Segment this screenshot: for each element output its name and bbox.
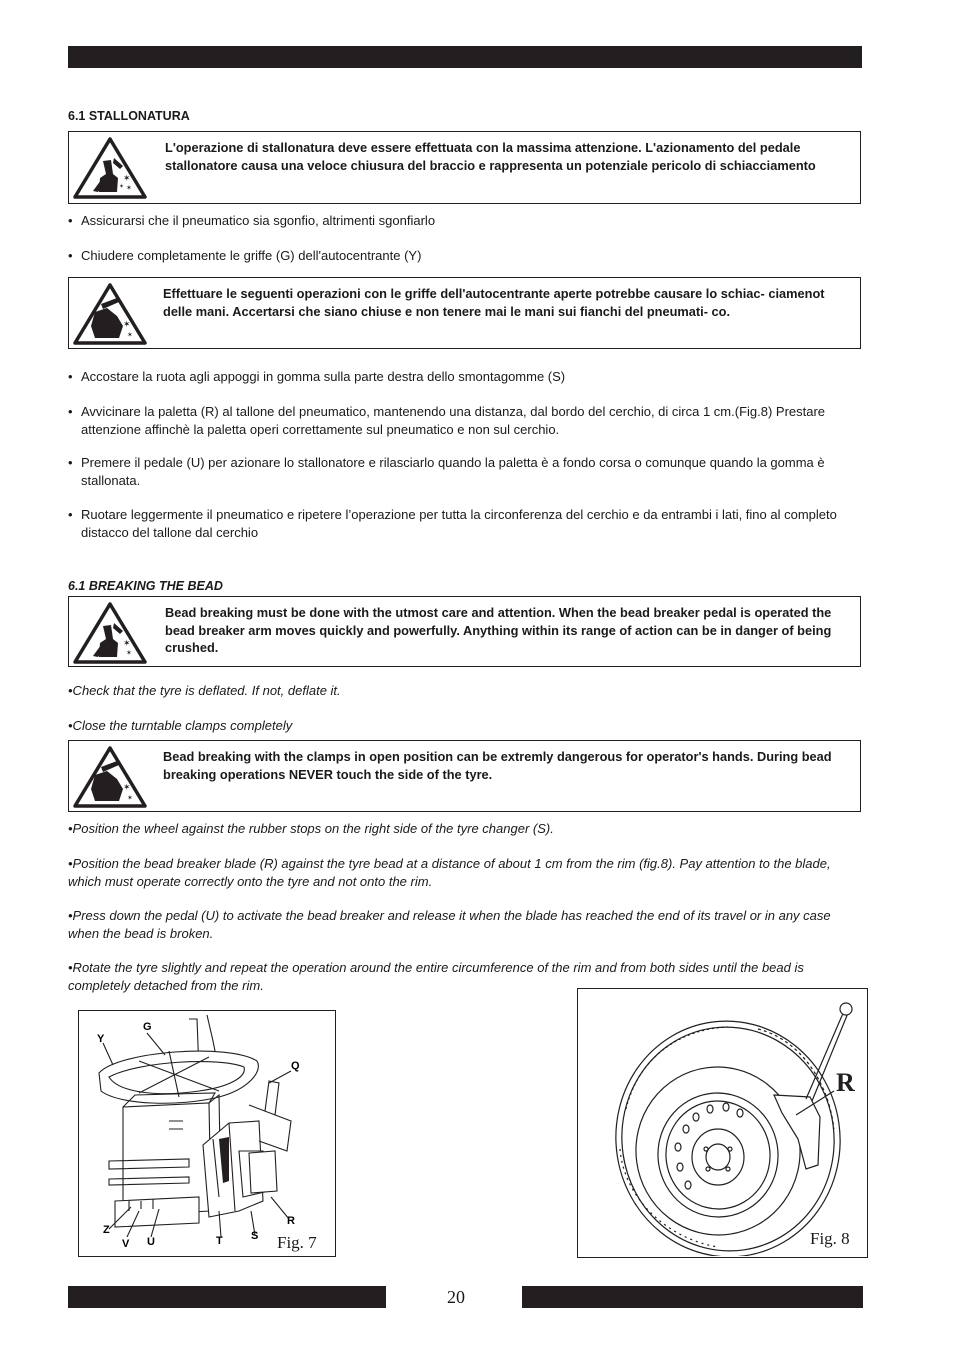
svg-text:✶: ✶ (123, 783, 131, 793)
fig8-caption: Fig. 8 (810, 1229, 850, 1248)
header-bar (68, 46, 862, 68)
fig7-label-t: T (216, 1235, 223, 1247)
fig7-label-z: Z (103, 1224, 110, 1236)
section-heading-en: 6.1 BREAKING THE BEAD (68, 579, 223, 593)
svg-text:✶: ✶ (123, 320, 131, 330)
warning-text-en-1: Bead breaking must be done with the utmost care and attention. When the bead breaker pedal is operated the bead breaker arm moves quickly and powerfully. Anything within its range of action can be in danger of being crushed. (165, 605, 832, 655)
wheel-bead-breaker-illustration (578, 989, 866, 1256)
bullet-en-6: •Rotate the tyre slightly and repeat the operation around the entire circumference of the rim and from both sides until the bead is completely detached from the rim. (68, 960, 804, 993)
fig7-label-q: Q (291, 1060, 300, 1072)
bullet-it-5: • Premere il pedale (U) per azionare lo stallonatore e rilasciarlo quando la paletta è a fondo corsa o comunque quando la gomma è stallonata. (68, 455, 825, 488)
bullet-it-6: • Ruotare leggermente il pneumatico e ripetere l’operazione per tutta la circonferenza del cerchio e da entrambi i lati, fino al completo distacco del tallone dal cerchio (68, 507, 837, 540)
footer-bar-right (522, 1286, 863, 1308)
bullet-it-4: • Avvicinare la paletta (R) al tallone del pneumatico, mantenendo una distanza, dal bordo del cerchio, di circa 1 cm.(Fig.8) Prestare attenzione affinchè la paletta operi correttamente sul pneumatico e non sul cerchio. (68, 404, 826, 437)
crush-hazard-icon (73, 136, 148, 200)
svg-text:✶: ✶ (123, 639, 131, 649)
warning-box-en-2 (68, 740, 861, 812)
fig7-label-v: V (122, 1238, 130, 1250)
figure-8 (577, 988, 868, 1258)
warning-box-it-2 (68, 277, 861, 349)
fig7-label-u: U (147, 1236, 155, 1248)
fig7-label-y: Y (97, 1033, 105, 1045)
bullet-en-2: •Close the turntable clamps completely (68, 718, 293, 733)
bullet-en-4: •Position the bead breaker blade (R) against the tyre bead at a distance of about 1 cm from the rim (fig.8). Pay attention to the blade, which must operate correctly onto the tyre and not onto the rim. (68, 856, 831, 889)
bullet-it-2: • Chiudere completamente le griffe (G) dell'autocentrante (Y) (68, 248, 422, 263)
crush-hazard-icon (73, 282, 148, 346)
tyre-changer-illustration (79, 1011, 334, 1255)
warning-text-en-2: Bead breaking with the clamps in open position can be extremly dangerous for operator's hands. During bead breaking operations NEVER touch the side of the tyre. (163, 749, 832, 782)
fig7-label-g: G (143, 1021, 152, 1033)
fig8-label-r: R (836, 1068, 855, 1097)
warning-text-it-1: L'operazione di stallonatura deve essere effettuata con la massima attenzione. L'azionamento del pedale stallonatore causa una veloce chiusura del braccio e rappresenta un potenziale pericolo di schiacciamento (165, 140, 816, 173)
warning-box-it-1 (68, 131, 861, 204)
bullet-en-1: •Check that the tyre is deflated. If not, deflate it. (68, 683, 341, 698)
section-heading-it: 6.1 STALLONATURA (68, 109, 190, 123)
fig7-caption: Fig. 7 (277, 1233, 317, 1252)
warning-box-en-1 (68, 596, 861, 667)
bullet-en-5: •Press down the pedal (U) to activate the bead breaker and release it when the blade has reached the end of its travel or in any case when the bead is broken. (68, 908, 831, 941)
svg-text:✶: ✶ (126, 184, 132, 192)
bullet-en-3: •Position the wheel against the rubber stops on the right side of the tyre changer (S). (68, 821, 554, 836)
figure-7 (78, 1010, 336, 1257)
page-number: 20 (447, 1287, 465, 1307)
crush-hazard-icon (73, 745, 148, 809)
bullet-it-1: • Assicurarsi che il pneumatico sia sgonfio, altrimenti sgonfiarlo (68, 213, 436, 228)
bullet-it-3: • Accostare la ruota agli appoggi in gomma sulla parte destra dello smontagomme (S) (68, 369, 566, 384)
fig7-label-r: R (287, 1215, 295, 1227)
crush-hazard-icon (73, 601, 148, 665)
svg-text:✶: ✶ (126, 649, 132, 657)
svg-text:✶: ✶ (127, 794, 133, 802)
footer-bar-left (68, 1286, 386, 1308)
svg-text:✶: ✶ (123, 174, 131, 184)
svg-text:✶: ✶ (127, 331, 133, 339)
fig7-label-s: S (251, 1230, 259, 1242)
svg-text:✶: ✶ (119, 183, 125, 190)
warning-text-it-2: Effettuare le seguenti operazioni con le griffe dell'autocentrante aperte potrebbe causare lo schiac- ciamenot delle mani. Accertarsi che siano chiuse e non tenere mai le mani sui fianchi del pneumati- co. (163, 286, 825, 319)
